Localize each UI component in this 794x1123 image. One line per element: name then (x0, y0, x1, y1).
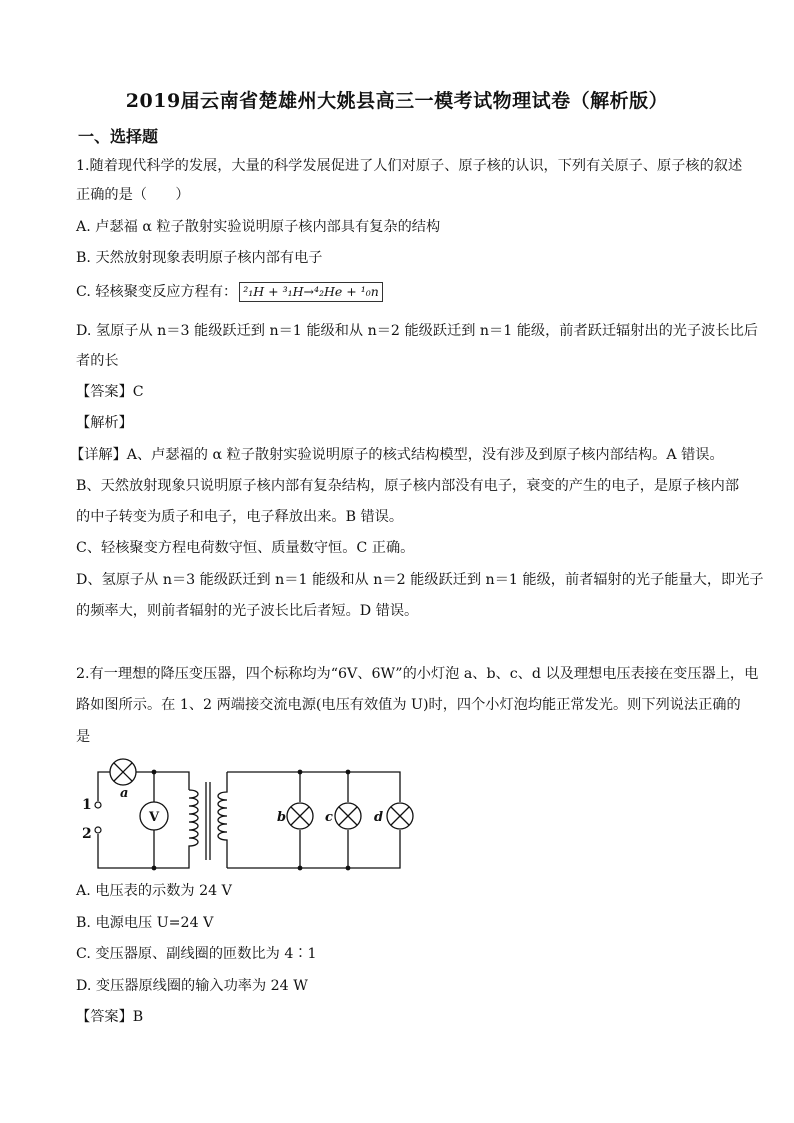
lamp-d-label: d (374, 810, 384, 825)
q1-detail-line2: B、天然放射现象只说明原子核内部有复杂结构，原子核内部没有电子，衰变的产生的电子，是原子核内部 (76, 478, 740, 494)
terminal-1-label: 1 (82, 797, 92, 813)
q1-detail-line1: 【详解】A、卢瑟福的 α 粒子散射实验说明原子的核式结构模型，没有涉及到原子核内部结构。A 错误。 (70, 447, 724, 463)
q1-stem-line1: 1.随着现代科学的发展，大量的科学发展促进了人们对原子、原子核的认识，下列有关原子、原子核的叙述 (76, 158, 743, 174)
q1-detail-line6: 的频率大，则前者辐射的光子波长比后者短。D 错误。 (76, 603, 419, 619)
terminal-2-node (95, 827, 101, 833)
q1-option-b: B. 天然放射现象表明原子核内部有电子 (76, 250, 323, 266)
q1-option-d-line1: D. 氢原子从 n＝3 能级跃迁到 n＝1 能级和从 n＝2 能级跃迁到 n＝1 能级，前者跃迁辐射出的光子波长比后 (76, 323, 758, 339)
q2-option-c: C. 变压器原、副线圈的匝数比为 4∶1 (76, 946, 317, 962)
q1-detail-line4: C、轻核聚变方程电荷数守恒、质量数守恒。C 正确。 (76, 540, 415, 556)
q2-stem-line2: 路如图所示。在 1、2 两端接交流电源(电压有效值为 U)时，四个小灯泡均能正常发光。则下列说法正确的 (76, 697, 741, 713)
q1-option-c (76, 282, 726, 302)
q1-option-a: A. 卢瑟福 α 粒子散射实验说明原子核内部具有复杂的结构 (76, 219, 441, 235)
q2-option-a: A. 电压表的示数为 24 V (76, 883, 232, 899)
fusion-equation: ²₁H + ³₁H→⁴₂He + ¹₀n (239, 282, 383, 302)
circuit-diagram (74, 752, 424, 877)
page-title: 2019届云南省楚雄州大姚县高三一模考试物理试卷（解析版） (125, 90, 669, 112)
q2-answer: 【答案】B (76, 1009, 144, 1025)
lamp-c-label: c (325, 810, 333, 825)
q1-detail-line3: 的中子转变为质子和电子，电子释放出来。B 错误。 (76, 509, 404, 525)
q1-stem-line2: 正确的是（ ） (76, 187, 190, 203)
q2-stem-line1: 2.有一理想的降压变压器，四个标称均为“6V、6W”的小灯泡 a、b、c、d 以及理想电压表接在变压器上，电 (76, 666, 759, 682)
q2-option-d: D. 变压器原线圈的输入功率为 24 W (76, 978, 308, 994)
q1-option-c-prefix: C. 轻核聚变反应方程有： (76, 284, 238, 300)
section-heading: 一、选择题 (78, 127, 159, 146)
lamp-a-label: a (120, 786, 129, 801)
q1-detail-line5: D、氢原子从 n＝3 能级跃迁到 n＝1 能级和从 n＝2 能级跃迁到 n＝1 能级，前者辐射的光子能量大，即光子 (76, 572, 764, 588)
q1-option-d-line2: 者的长 (76, 353, 119, 369)
q1-analysis-label: 【解析】 (76, 415, 133, 431)
q1-answer: 【答案】C (76, 384, 144, 400)
lamp-b-label: b (277, 810, 287, 825)
terminal-1-node (95, 802, 101, 808)
terminal-2-label: 2 (82, 826, 92, 842)
voltmeter-label: V (149, 810, 160, 825)
q2-stem-line3: 是 (76, 729, 91, 745)
q2-option-b: B. 电源电压 U=24 V (76, 915, 214, 931)
